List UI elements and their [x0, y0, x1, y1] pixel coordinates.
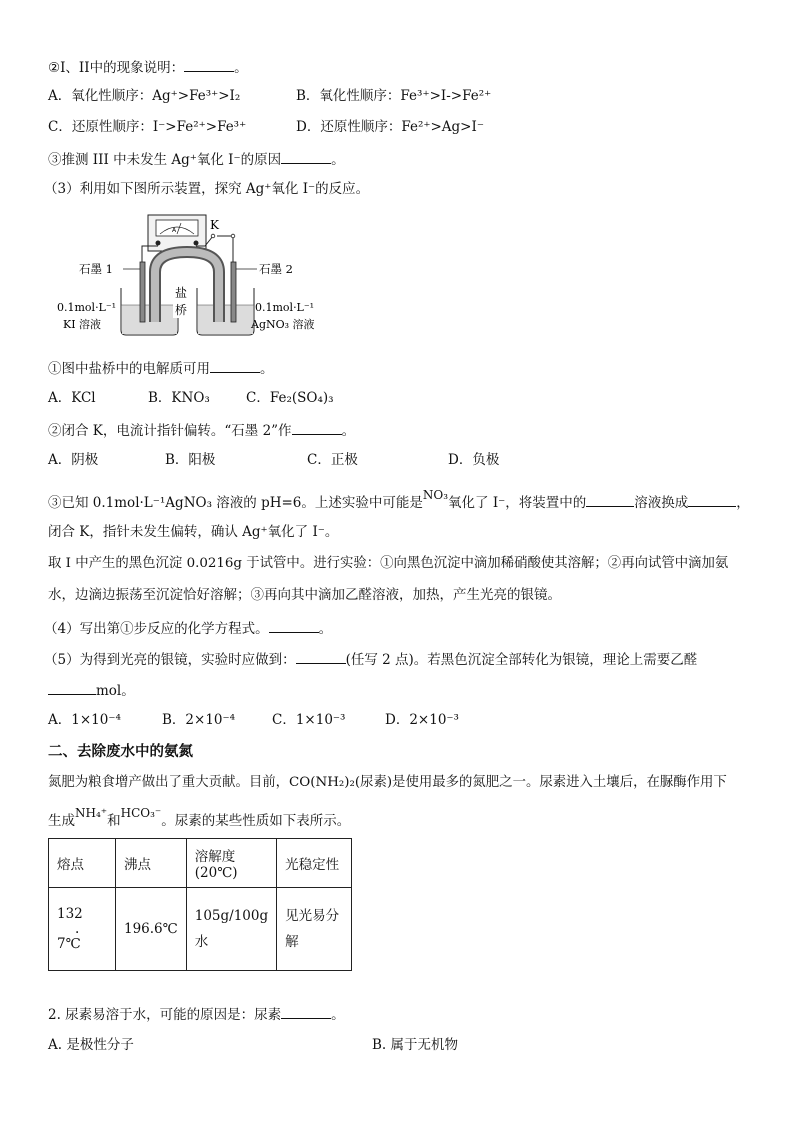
question-text: ③已知 0.1mol·L⁻¹AgNO₃ 溶液的 pH=6。上述实验中可能是: [48, 495, 423, 511]
left-concentration-label: 0.1mol·L⁻¹: [57, 301, 117, 314]
cell-text: 解: [285, 934, 299, 950]
question-text: ①图中盐桥中的电解质可用: [48, 361, 210, 377]
option-b[interactable]: B．阳极: [165, 452, 216, 468]
table-header: 沸点: [116, 839, 187, 888]
table-row: [49, 888, 352, 971]
question-line: [48, 680, 135, 700]
left-solution-label: KI 溶液: [63, 318, 102, 331]
question-end: 。: [331, 1007, 345, 1023]
option-a[interactable]: A. 是极性分子: [48, 1037, 134, 1053]
option-c[interactable]: C．1×10⁻³: [272, 712, 346, 728]
question-line: [48, 488, 750, 512]
question-text: 氧化了 I⁻，将装置中的: [448, 495, 587, 511]
answer-blank[interactable]: [296, 649, 346, 664]
option-b[interactable]: B. 属于无机物: [372, 1037, 459, 1053]
option-a[interactable]: A．氧化性顺序：Ag⁺>Fe³⁺>I₂: [48, 88, 241, 104]
question-text: （4）写出第①步反应的化学方程式。: [44, 621, 269, 637]
table-header-row: [49, 839, 352, 888]
ammonium-formula: NH₄⁺: [75, 806, 108, 820]
question-text: (任写 2 点)。若黑色沉淀全部转化为银镜，理论上需要乙醛: [345, 652, 698, 668]
question-line: [48, 358, 274, 378]
question-text: 溶液换成: [634, 495, 689, 511]
cell-text: 105g/100g: [194, 908, 269, 924]
table-cell: [277, 888, 352, 971]
option-b[interactable]: B．氧化性顺序：Fe³⁺>I->Fe²⁺: [296, 88, 492, 104]
option-b[interactable]: B．2×10⁻⁴: [162, 712, 236, 728]
question-line: 闭合 K，指针未发生偏转，确认 Ag⁺氧化了 I⁻。: [48, 524, 339, 540]
question-line: [48, 1004, 345, 1024]
answer-blank[interactable]: [269, 618, 319, 633]
urea-properties-table: [48, 838, 352, 971]
section-heading: 二、去除废水中的氨氮: [48, 744, 193, 760]
question-line: [48, 149, 345, 169]
right-beaker: [197, 288, 254, 335]
salt-bridge-apparatus-diagram: [55, 210, 335, 340]
option-c[interactable]: C．正极: [307, 452, 358, 468]
answer-blank[interactable]: [281, 149, 331, 164]
question-end: 。: [331, 152, 345, 168]
option-a[interactable]: A．1×10⁻⁴: [48, 712, 121, 728]
cell-text: 水: [194, 934, 209, 950]
graphite-2-label: 石墨 2: [259, 262, 293, 276]
cell-text: 132: [57, 906, 83, 922]
right-solution-label: AgNO₃ 溶液: [251, 318, 315, 331]
answer-blank[interactable]: [48, 680, 96, 695]
answer-blank[interactable]: [292, 420, 342, 435]
unit-text: mol。: [96, 683, 135, 699]
answer-blank[interactable]: [281, 1004, 331, 1019]
table-header: 光稳定性: [277, 839, 352, 888]
part3-intro: （3）利用如下图所示装置，探究 Ag⁺氧化 I⁻的反应。: [44, 181, 370, 197]
paragraph-text: 生成: [48, 813, 75, 829]
question-text: ②闭合 K，电流计指针偏转。“石墨 2”作: [48, 423, 292, 439]
answer-blank[interactable]: [586, 492, 634, 507]
paragraph: [48, 806, 351, 830]
question-text: 2. 尿素易溶于水，可能的原因是：尿素: [48, 1007, 282, 1023]
meter-label: A: [172, 227, 177, 234]
question-text: （5）为得到光亮的银镜，实验时应做到：: [44, 652, 296, 668]
salt-bridge-label-1: 盐: [175, 286, 188, 300]
option-c[interactable]: C．还原性顺序：I⁻>Fe²⁺>Fe³⁺: [48, 119, 247, 135]
cell-text: 见光易分: [285, 908, 340, 924]
answer-blank[interactable]: [184, 57, 234, 72]
option-d[interactable]: D．负极: [448, 452, 500, 468]
question-text: ③推测 III 中未发生 Ag⁺氧化 I⁻的原因: [48, 152, 282, 168]
experiment-text: 取 I 中产生的黑色沉淀 0.0216g 于试管中。进行实验：①向黑色沉淀中滴加稀硝酸使其溶解；②再向试管中滴加氨: [48, 556, 729, 571]
bicarbonate-formula: HCO₃⁻: [120, 806, 162, 820]
question-line: [48, 57, 248, 77]
option-a[interactable]: A．阴极: [48, 452, 99, 468]
switch-k-label: K: [210, 218, 219, 232]
option-d[interactable]: D．还原性顺序：Fe²⁺>Ag>I⁻: [296, 119, 484, 135]
question-end: 。: [260, 361, 274, 377]
graphite-electrode-2: [231, 262, 236, 322]
experiment-text: 水，边滴边振荡至沉淀恰好溶解；③再向其中滴加乙醛溶液，加热，产生光亮的银镜。: [48, 587, 561, 603]
graphite-electrode-1: [140, 262, 145, 322]
table-cell: 196.6℃: [116, 888, 187, 971]
table-header: 熔点: [49, 839, 116, 888]
graphite-1-label: 石墨 1: [79, 262, 113, 276]
table-cell: [49, 888, 116, 971]
paragraph-text: 。尿素的某些性质如下表所示。: [161, 813, 351, 829]
question-text: ②I、II中的现象说明：: [48, 60, 185, 76]
option-b[interactable]: B．KNO₃: [148, 390, 210, 406]
answer-blank[interactable]: [688, 492, 736, 507]
paragraph: 氮肥为粮食增产做出了重大贡献。目前，CO(NH₂)₂(尿素)是使用最多的氮肥之一。尿素进入土壤后，在脲酶作用下: [48, 775, 727, 790]
table-cell: [186, 888, 276, 971]
paragraph-text: 和: [107, 813, 121, 829]
question-end: 。: [341, 423, 356, 439]
question-end: 。: [318, 621, 333, 637]
question-line: [44, 618, 332, 638]
option-a[interactable]: A．KCl: [48, 390, 96, 406]
cell-text: 7℃: [57, 936, 81, 952]
salt-bridge-label-2: 桥: [175, 303, 188, 317]
table-header: 溶解度(20℃): [186, 839, 276, 888]
option-d[interactable]: D．2×10⁻³: [385, 712, 459, 728]
question-end: 。: [234, 60, 248, 76]
question-line: [48, 420, 355, 440]
answer-blank[interactable]: [210, 358, 260, 373]
right-concentration-label: 0.1mol·L⁻¹: [255, 301, 315, 314]
question-line: [44, 649, 697, 669]
option-c[interactable]: C．Fe₂(SO₄)₃: [246, 390, 334, 406]
question-end: ，: [736, 495, 750, 511]
cell-text: .: [75, 921, 80, 937]
nitrate-formula: NO₃: [422, 488, 449, 502]
